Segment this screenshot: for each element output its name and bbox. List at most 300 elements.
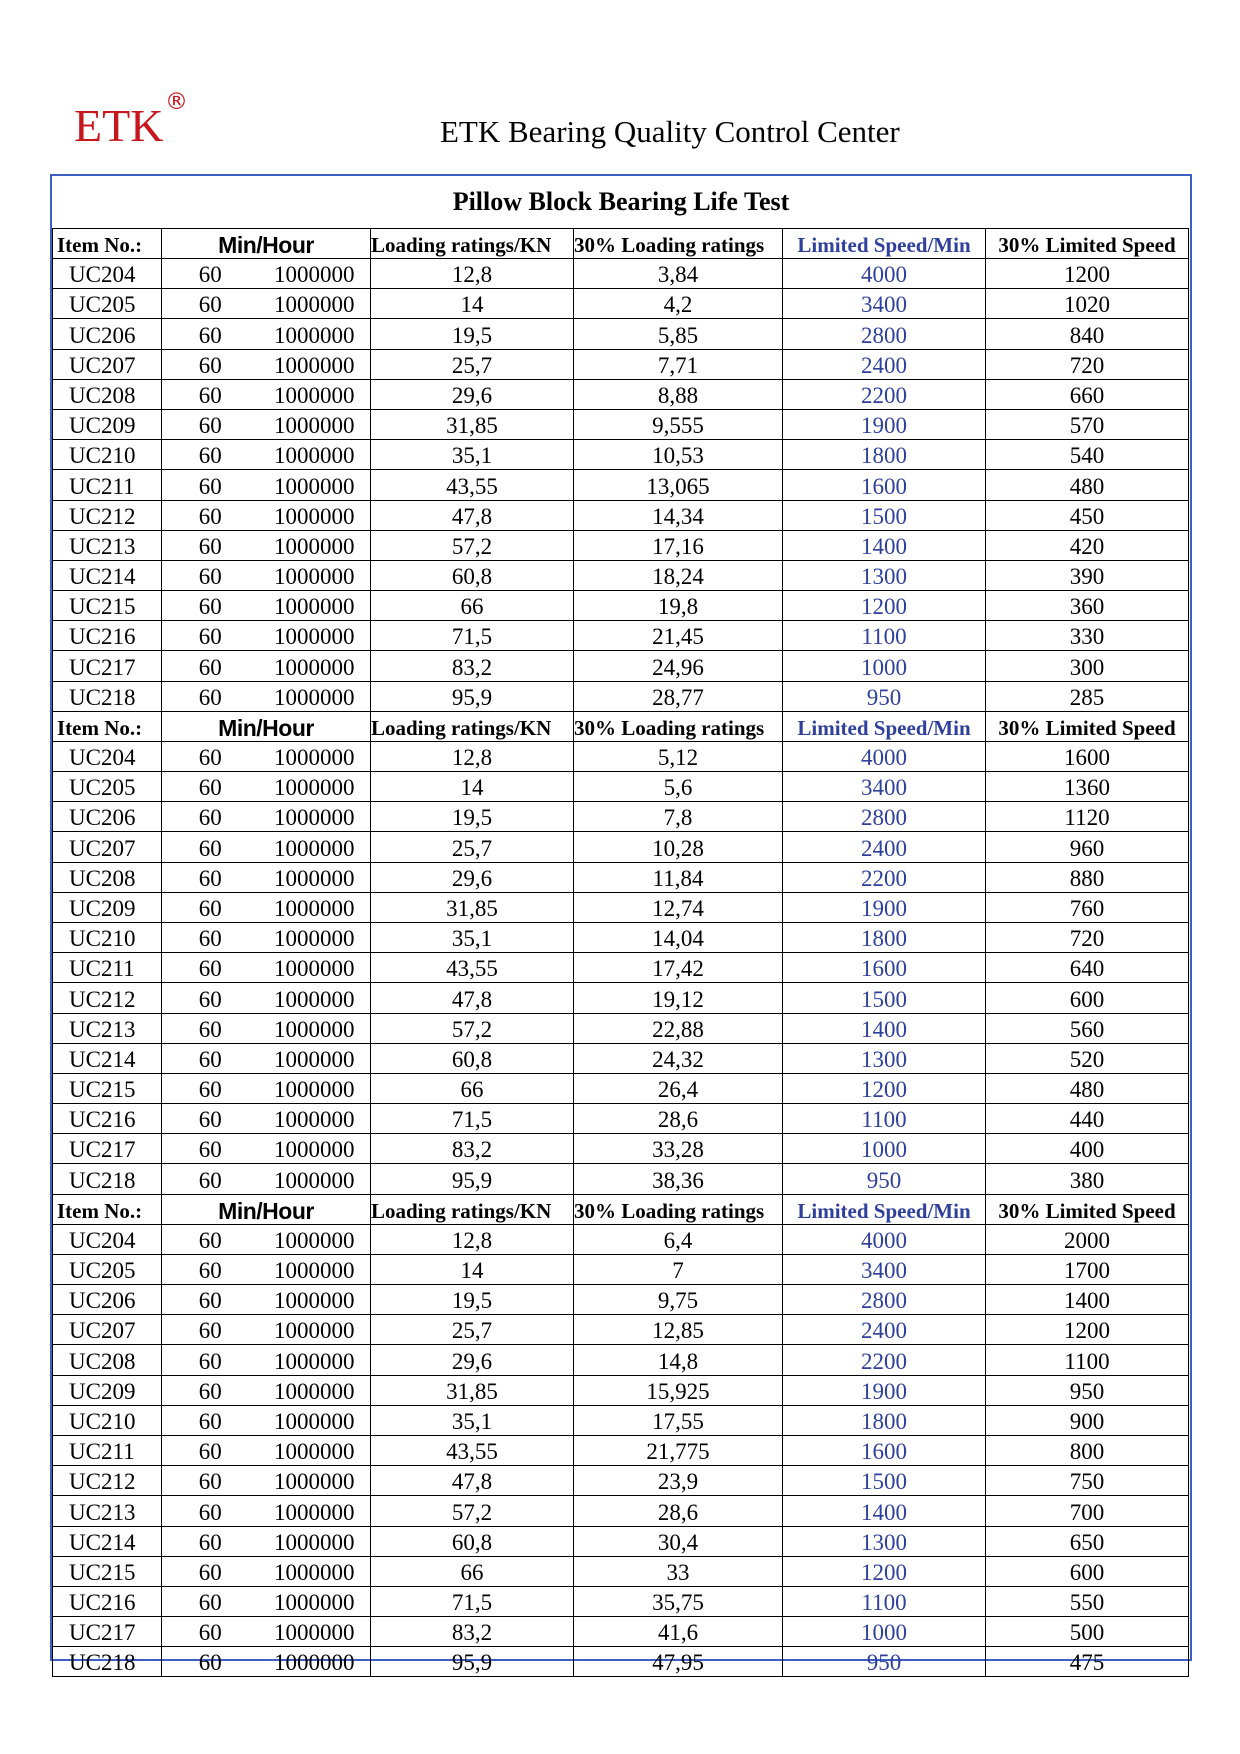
table-row bbox=[53, 1043, 1189, 1073]
loading-30pct-cell: 23,9 bbox=[574, 1466, 783, 1496]
speed-cell: 1600 bbox=[783, 470, 986, 500]
item-no-cell: UC212 bbox=[53, 1466, 162, 1496]
minutes-cell: 60 bbox=[162, 1104, 259, 1134]
hours-cell: 1000000 bbox=[259, 1375, 371, 1405]
hours-cell: 1000000 bbox=[259, 802, 371, 832]
table-row bbox=[53, 1013, 1189, 1043]
item-no-cell: UC205 bbox=[53, 1254, 162, 1284]
table-row bbox=[53, 259, 1189, 289]
loading-30pct-cell: 47,95 bbox=[574, 1647, 783, 1677]
item-no-cell: UC217 bbox=[53, 1134, 162, 1164]
minutes-cell: 60 bbox=[162, 651, 259, 681]
hours-cell: 1000000 bbox=[259, 1224, 371, 1254]
minutes-cell: 60 bbox=[162, 1315, 259, 1345]
item-no-cell: UC209 bbox=[53, 1375, 162, 1405]
loading-rating-cell: 19,5 bbox=[371, 1285, 574, 1315]
hours-cell: 1000000 bbox=[259, 319, 371, 349]
loading-30pct-cell: 10,53 bbox=[574, 440, 783, 470]
item-no-cell: UC205 bbox=[53, 772, 162, 802]
minutes-cell: 60 bbox=[162, 772, 259, 802]
speed-cell: 2800 bbox=[783, 1285, 986, 1315]
life-test-table bbox=[52, 228, 1189, 1677]
minutes-cell: 60 bbox=[162, 983, 259, 1013]
loading-30pct-cell: 15,925 bbox=[574, 1375, 783, 1405]
speed-30pct-cell: 760 bbox=[986, 892, 1189, 922]
speed-cell: 2400 bbox=[783, 349, 986, 379]
speed-cell: 2400 bbox=[783, 832, 986, 862]
hours-cell: 1000000 bbox=[259, 681, 371, 711]
loading-30pct-cell: 9,75 bbox=[574, 1285, 783, 1315]
table-row bbox=[53, 892, 1189, 922]
loading-rating-cell: 95,9 bbox=[371, 681, 574, 711]
hours-cell: 1000000 bbox=[259, 1134, 371, 1164]
loading-rating-cell: 14 bbox=[371, 1254, 574, 1284]
speed-cell: 950 bbox=[783, 1647, 986, 1677]
speed-30pct-cell: 550 bbox=[986, 1586, 1189, 1616]
header-30pct-speed: 30% Limited Speed bbox=[986, 711, 1189, 741]
header-item-no: Item No.: bbox=[53, 711, 162, 741]
minutes-cell: 60 bbox=[162, 349, 259, 379]
speed-30pct-cell: 950 bbox=[986, 1375, 1189, 1405]
loading-rating-cell: 12,8 bbox=[371, 259, 574, 289]
hours-cell: 1000000 bbox=[259, 440, 371, 470]
minutes-cell: 60 bbox=[162, 1405, 259, 1435]
loading-rating-cell: 47,8 bbox=[371, 500, 574, 530]
speed-30pct-cell: 640 bbox=[986, 953, 1189, 983]
loading-rating-cell: 19,5 bbox=[371, 802, 574, 832]
loading-30pct-cell: 33 bbox=[574, 1556, 783, 1586]
speed-cell: 1200 bbox=[783, 1073, 986, 1103]
loading-30pct-cell: 11,84 bbox=[574, 862, 783, 892]
loading-rating-cell: 66 bbox=[371, 1556, 574, 1586]
header-30pct-speed: 30% Limited Speed bbox=[986, 1194, 1189, 1224]
speed-30pct-cell: 380 bbox=[986, 1164, 1189, 1194]
speed-cell: 950 bbox=[783, 681, 986, 711]
item-no-cell: UC207 bbox=[53, 832, 162, 862]
speed-30pct-cell: 960 bbox=[986, 832, 1189, 862]
minutes-cell: 60 bbox=[162, 1013, 259, 1043]
minutes-cell: 60 bbox=[162, 1285, 259, 1315]
loading-rating-cell: 57,2 bbox=[371, 1496, 574, 1526]
hours-cell: 1000000 bbox=[259, 741, 371, 771]
item-no-cell: UC209 bbox=[53, 892, 162, 922]
speed-cell: 2800 bbox=[783, 319, 986, 349]
hours-cell: 1000000 bbox=[259, 1586, 371, 1616]
speed-30pct-cell: 330 bbox=[986, 621, 1189, 651]
table-row bbox=[53, 862, 1189, 892]
loading-30pct-cell: 35,75 bbox=[574, 1586, 783, 1616]
speed-30pct-cell: 560 bbox=[986, 1013, 1189, 1043]
header-30pct-speed: 30% Limited Speed bbox=[986, 229, 1189, 259]
loading-30pct-cell: 21,775 bbox=[574, 1435, 783, 1465]
hours-cell: 1000000 bbox=[259, 259, 371, 289]
registered-mark: ® bbox=[165, 89, 188, 115]
speed-30pct-cell: 450 bbox=[986, 500, 1189, 530]
minutes-cell: 60 bbox=[162, 1466, 259, 1496]
loading-rating-cell: 60,8 bbox=[371, 1526, 574, 1556]
item-no-cell: UC204 bbox=[53, 259, 162, 289]
item-no-cell: UC216 bbox=[53, 621, 162, 651]
loading-rating-cell: 57,2 bbox=[371, 530, 574, 560]
table-row bbox=[53, 1466, 1189, 1496]
item-no-cell: UC207 bbox=[53, 1315, 162, 1345]
speed-30pct-cell: 660 bbox=[986, 379, 1189, 409]
item-no-cell: UC210 bbox=[53, 1405, 162, 1435]
table-row bbox=[53, 621, 1189, 651]
header-30pct-loading: 30% Loading ratings bbox=[574, 229, 783, 259]
speed-30pct-cell: 360 bbox=[986, 591, 1189, 621]
header-row bbox=[53, 229, 1189, 259]
speed-cell: 1600 bbox=[783, 953, 986, 983]
speed-cell: 1900 bbox=[783, 1375, 986, 1405]
table-row bbox=[53, 349, 1189, 379]
loading-30pct-cell: 28,6 bbox=[574, 1496, 783, 1526]
item-no-cell: UC210 bbox=[53, 440, 162, 470]
speed-30pct-cell: 1400 bbox=[986, 1285, 1189, 1315]
loading-rating-cell: 25,7 bbox=[371, 832, 574, 862]
speed-cell: 1000 bbox=[783, 1617, 986, 1647]
loading-30pct-cell: 14,34 bbox=[574, 500, 783, 530]
speed-cell: 3400 bbox=[783, 289, 986, 319]
speed-30pct-cell: 900 bbox=[986, 1405, 1189, 1435]
loading-rating-cell: 35,1 bbox=[371, 922, 574, 952]
hours-cell: 1000000 bbox=[259, 1617, 371, 1647]
minutes-cell: 60 bbox=[162, 500, 259, 530]
loading-30pct-cell: 30,4 bbox=[574, 1526, 783, 1556]
table-row bbox=[53, 1345, 1189, 1375]
loading-rating-cell: 43,55 bbox=[371, 470, 574, 500]
loading-rating-cell: 43,55 bbox=[371, 1435, 574, 1465]
speed-cell: 2800 bbox=[783, 802, 986, 832]
table-row bbox=[53, 379, 1189, 409]
hours-cell: 1000000 bbox=[259, 289, 371, 319]
loading-rating-cell: 19,5 bbox=[371, 319, 574, 349]
table-row bbox=[53, 1617, 1189, 1647]
header-min-hour: Min/Hour bbox=[162, 229, 371, 259]
speed-30pct-cell: 1360 bbox=[986, 772, 1189, 802]
speed-30pct-cell: 440 bbox=[986, 1104, 1189, 1134]
table-row bbox=[53, 1586, 1189, 1616]
table-row bbox=[53, 289, 1189, 319]
item-no-cell: UC213 bbox=[53, 530, 162, 560]
loading-30pct-cell: 14,04 bbox=[574, 922, 783, 952]
minutes-cell: 60 bbox=[162, 379, 259, 409]
loading-30pct-cell: 7,8 bbox=[574, 802, 783, 832]
loading-rating-cell: 60,8 bbox=[371, 1043, 574, 1073]
speed-cell: 2200 bbox=[783, 862, 986, 892]
minutes-cell: 60 bbox=[162, 1224, 259, 1254]
hours-cell: 1000000 bbox=[259, 1315, 371, 1345]
speed-30pct-cell: 800 bbox=[986, 1435, 1189, 1465]
item-no-cell: UC207 bbox=[53, 349, 162, 379]
speed-30pct-cell: 1700 bbox=[986, 1254, 1189, 1284]
speed-30pct-cell: 480 bbox=[986, 470, 1189, 500]
table-row bbox=[53, 1375, 1189, 1405]
header-limited-speed: Limited Speed/Min bbox=[783, 229, 986, 259]
table-row bbox=[53, 651, 1189, 681]
loading-rating-cell: 83,2 bbox=[371, 1617, 574, 1647]
speed-cell: 3400 bbox=[783, 1254, 986, 1284]
header-row bbox=[53, 1194, 1189, 1224]
loading-30pct-cell: 8,88 bbox=[574, 379, 783, 409]
loading-30pct-cell: 17,16 bbox=[574, 530, 783, 560]
header-item-no: Item No.: bbox=[53, 1194, 162, 1224]
speed-30pct-cell: 750 bbox=[986, 1466, 1189, 1496]
hours-cell: 1000000 bbox=[259, 832, 371, 862]
loading-rating-cell: 71,5 bbox=[371, 621, 574, 651]
speed-cell: 2200 bbox=[783, 1345, 986, 1375]
table-row bbox=[53, 319, 1189, 349]
minutes-cell: 60 bbox=[162, 953, 259, 983]
minutes-cell: 60 bbox=[162, 621, 259, 651]
hours-cell: 1000000 bbox=[259, 530, 371, 560]
hours-cell: 1000000 bbox=[259, 621, 371, 651]
speed-30pct-cell: 1600 bbox=[986, 741, 1189, 771]
item-no-cell: UC215 bbox=[53, 591, 162, 621]
loading-30pct-cell: 7 bbox=[574, 1254, 783, 1284]
minutes-cell: 60 bbox=[162, 289, 259, 319]
hours-cell: 1000000 bbox=[259, 1254, 371, 1284]
item-no-cell: UC215 bbox=[53, 1556, 162, 1586]
header-loading-ratings: Loading ratings/KN bbox=[371, 1194, 574, 1224]
loading-rating-cell: 47,8 bbox=[371, 983, 574, 1013]
header-min-hour: Min/Hour bbox=[162, 711, 371, 741]
header-row bbox=[53, 711, 1189, 741]
speed-cell: 2200 bbox=[783, 379, 986, 409]
item-no-cell: UC214 bbox=[53, 1043, 162, 1073]
speed-cell: 1200 bbox=[783, 591, 986, 621]
loading-rating-cell: 43,55 bbox=[371, 953, 574, 983]
item-no-cell: UC217 bbox=[53, 651, 162, 681]
speed-cell: 1400 bbox=[783, 1013, 986, 1043]
loading-rating-cell: 60,8 bbox=[371, 560, 574, 590]
minutes-cell: 60 bbox=[162, 922, 259, 952]
minutes-cell: 60 bbox=[162, 1496, 259, 1526]
speed-30pct-cell: 570 bbox=[986, 409, 1189, 439]
table-row bbox=[53, 500, 1189, 530]
minutes-cell: 60 bbox=[162, 560, 259, 590]
loading-30pct-cell: 28,77 bbox=[574, 681, 783, 711]
minutes-cell: 60 bbox=[162, 1586, 259, 1616]
minutes-cell: 60 bbox=[162, 1526, 259, 1556]
item-no-cell: UC213 bbox=[53, 1013, 162, 1043]
speed-30pct-cell: 600 bbox=[986, 1556, 1189, 1586]
hours-cell: 1000000 bbox=[259, 1647, 371, 1677]
loading-rating-cell: 14 bbox=[371, 289, 574, 319]
speed-cell: 1000 bbox=[783, 651, 986, 681]
speed-30pct-cell: 720 bbox=[986, 349, 1189, 379]
speed-cell: 2400 bbox=[783, 1315, 986, 1345]
minutes-cell: 60 bbox=[162, 681, 259, 711]
item-no-cell: UC208 bbox=[53, 1345, 162, 1375]
hours-cell: 1000000 bbox=[259, 1556, 371, 1586]
loading-30pct-cell: 38,36 bbox=[574, 1164, 783, 1194]
loading-rating-cell: 12,8 bbox=[371, 741, 574, 771]
speed-30pct-cell: 840 bbox=[986, 319, 1189, 349]
table-row bbox=[53, 1164, 1189, 1194]
loading-30pct-cell: 6,4 bbox=[574, 1224, 783, 1254]
loading-30pct-cell: 7,71 bbox=[574, 349, 783, 379]
loading-30pct-cell: 5,6 bbox=[574, 772, 783, 802]
speed-30pct-cell: 500 bbox=[986, 1617, 1189, 1647]
item-no-cell: UC211 bbox=[53, 470, 162, 500]
loading-30pct-cell: 19,8 bbox=[574, 591, 783, 621]
table-row bbox=[53, 1435, 1189, 1465]
speed-30pct-cell: 600 bbox=[986, 983, 1189, 1013]
table-row bbox=[53, 1285, 1189, 1315]
speed-cell: 1500 bbox=[783, 1466, 986, 1496]
hours-cell: 1000000 bbox=[259, 1043, 371, 1073]
table-row bbox=[53, 591, 1189, 621]
table-row bbox=[53, 1315, 1189, 1345]
header-30pct-loading: 30% Loading ratings bbox=[574, 1194, 783, 1224]
loading-rating-cell: 57,2 bbox=[371, 1013, 574, 1043]
speed-cell: 1000 bbox=[783, 1134, 986, 1164]
speed-cell: 1800 bbox=[783, 1405, 986, 1435]
minutes-cell: 60 bbox=[162, 802, 259, 832]
speed-cell: 1300 bbox=[783, 1526, 986, 1556]
item-no-cell: UC217 bbox=[53, 1617, 162, 1647]
speed-30pct-cell: 540 bbox=[986, 440, 1189, 470]
item-no-cell: UC218 bbox=[53, 1164, 162, 1194]
table-row bbox=[53, 1405, 1189, 1435]
speed-cell: 1900 bbox=[783, 892, 986, 922]
minutes-cell: 60 bbox=[162, 1254, 259, 1284]
hours-cell: 1000000 bbox=[259, 1164, 371, 1194]
table-title: Pillow Block Bearing Life Test bbox=[452, 187, 790, 216]
loading-30pct-cell: 10,28 bbox=[574, 832, 783, 862]
item-no-cell: UC212 bbox=[53, 500, 162, 530]
header-limited-speed: Limited Speed/Min bbox=[783, 1194, 986, 1224]
loading-30pct-cell: 33,28 bbox=[574, 1134, 783, 1164]
minutes-cell: 60 bbox=[162, 1375, 259, 1405]
loading-30pct-cell: 3,84 bbox=[574, 259, 783, 289]
hours-cell: 1000000 bbox=[259, 892, 371, 922]
loading-30pct-cell: 5,85 bbox=[574, 319, 783, 349]
table-row bbox=[53, 983, 1189, 1013]
speed-30pct-cell: 720 bbox=[986, 922, 1189, 952]
speed-30pct-cell: 650 bbox=[986, 1526, 1189, 1556]
loading-30pct-cell: 24,32 bbox=[574, 1043, 783, 1073]
loading-30pct-cell: 17,42 bbox=[574, 953, 783, 983]
minutes-cell: 60 bbox=[162, 1556, 259, 1586]
speed-cell: 1800 bbox=[783, 440, 986, 470]
speed-cell: 1100 bbox=[783, 621, 986, 651]
loading-30pct-cell: 19,12 bbox=[574, 983, 783, 1013]
minutes-cell: 60 bbox=[162, 470, 259, 500]
speed-30pct-cell: 300 bbox=[986, 651, 1189, 681]
hours-cell: 1000000 bbox=[259, 591, 371, 621]
table-row bbox=[53, 1556, 1189, 1586]
loading-rating-cell: 25,7 bbox=[371, 349, 574, 379]
etk-logo: ETK bbox=[74, 100, 164, 151]
loading-30pct-cell: 12,74 bbox=[574, 892, 783, 922]
minutes-cell: 60 bbox=[162, 862, 259, 892]
page-title: ETK Bearing Quality Control Center bbox=[440, 114, 900, 149]
item-no-cell: UC218 bbox=[53, 681, 162, 711]
speed-cell: 4000 bbox=[783, 1224, 986, 1254]
loading-rating-cell: 71,5 bbox=[371, 1104, 574, 1134]
loading-rating-cell: 95,9 bbox=[371, 1164, 574, 1194]
loading-rating-cell: 12,8 bbox=[371, 1224, 574, 1254]
item-no-cell: UC206 bbox=[53, 319, 162, 349]
speed-cell: 1500 bbox=[783, 500, 986, 530]
speed-cell: 1100 bbox=[783, 1586, 986, 1616]
loading-30pct-cell: 13,065 bbox=[574, 470, 783, 500]
loading-30pct-cell: 24,96 bbox=[574, 651, 783, 681]
loading-30pct-cell: 18,24 bbox=[574, 560, 783, 590]
speed-cell: 4000 bbox=[783, 259, 986, 289]
item-no-cell: UC218 bbox=[53, 1647, 162, 1677]
hours-cell: 1000000 bbox=[259, 983, 371, 1013]
item-no-cell: UC209 bbox=[53, 409, 162, 439]
loading-rating-cell: 29,6 bbox=[371, 1345, 574, 1375]
minutes-cell: 60 bbox=[162, 530, 259, 560]
item-no-cell: UC208 bbox=[53, 379, 162, 409]
loading-rating-cell: 95,9 bbox=[371, 1647, 574, 1677]
hours-cell: 1000000 bbox=[259, 1285, 371, 1315]
loading-30pct-cell: 4,2 bbox=[574, 289, 783, 319]
hours-cell: 1000000 bbox=[259, 1526, 371, 1556]
item-no-cell: UC211 bbox=[53, 1435, 162, 1465]
item-no-cell: UC206 bbox=[53, 802, 162, 832]
loading-30pct-cell: 28,6 bbox=[574, 1104, 783, 1134]
minutes-cell: 60 bbox=[162, 1164, 259, 1194]
table-row bbox=[53, 741, 1189, 771]
minutes-cell: 60 bbox=[162, 1134, 259, 1164]
speed-cell: 950 bbox=[783, 1164, 986, 1194]
item-no-cell: UC208 bbox=[53, 862, 162, 892]
minutes-cell: 60 bbox=[162, 440, 259, 470]
loading-rating-cell: 29,6 bbox=[371, 862, 574, 892]
speed-cell: 3400 bbox=[783, 772, 986, 802]
table-row bbox=[53, 922, 1189, 952]
table-row bbox=[53, 409, 1189, 439]
loading-30pct-cell: 26,4 bbox=[574, 1073, 783, 1103]
minutes-cell: 60 bbox=[162, 1043, 259, 1073]
minutes-cell: 60 bbox=[162, 741, 259, 771]
speed-30pct-cell: 390 bbox=[986, 560, 1189, 590]
speed-30pct-cell: 880 bbox=[986, 862, 1189, 892]
speed-30pct-cell: 520 bbox=[986, 1043, 1189, 1073]
loading-rating-cell: 31,85 bbox=[371, 409, 574, 439]
table-row bbox=[53, 1134, 1189, 1164]
minutes-cell: 60 bbox=[162, 1435, 259, 1465]
loading-rating-cell: 29,6 bbox=[371, 379, 574, 409]
speed-cell: 1300 bbox=[783, 560, 986, 590]
speed-cell: 1600 bbox=[783, 1435, 986, 1465]
hours-cell: 1000000 bbox=[259, 1466, 371, 1496]
speed-30pct-cell: 2000 bbox=[986, 1224, 1189, 1254]
hours-cell: 1000000 bbox=[259, 409, 371, 439]
loading-30pct-cell: 9,555 bbox=[574, 409, 783, 439]
hours-cell: 1000000 bbox=[259, 1435, 371, 1465]
loading-rating-cell: 14 bbox=[371, 772, 574, 802]
minutes-cell: 60 bbox=[162, 892, 259, 922]
hours-cell: 1000000 bbox=[259, 1013, 371, 1043]
table-row bbox=[53, 1254, 1189, 1284]
speed-30pct-cell: 1120 bbox=[986, 802, 1189, 832]
speed-30pct-cell: 400 bbox=[986, 1134, 1189, 1164]
hours-cell: 1000000 bbox=[259, 349, 371, 379]
hours-cell: 1000000 bbox=[259, 1405, 371, 1435]
loading-rating-cell: 31,85 bbox=[371, 1375, 574, 1405]
speed-30pct-cell: 480 bbox=[986, 1073, 1189, 1103]
speed-cell: 1900 bbox=[783, 409, 986, 439]
hours-cell: 1000000 bbox=[259, 862, 371, 892]
item-no-cell: UC212 bbox=[53, 983, 162, 1013]
speed-cell: 1400 bbox=[783, 530, 986, 560]
